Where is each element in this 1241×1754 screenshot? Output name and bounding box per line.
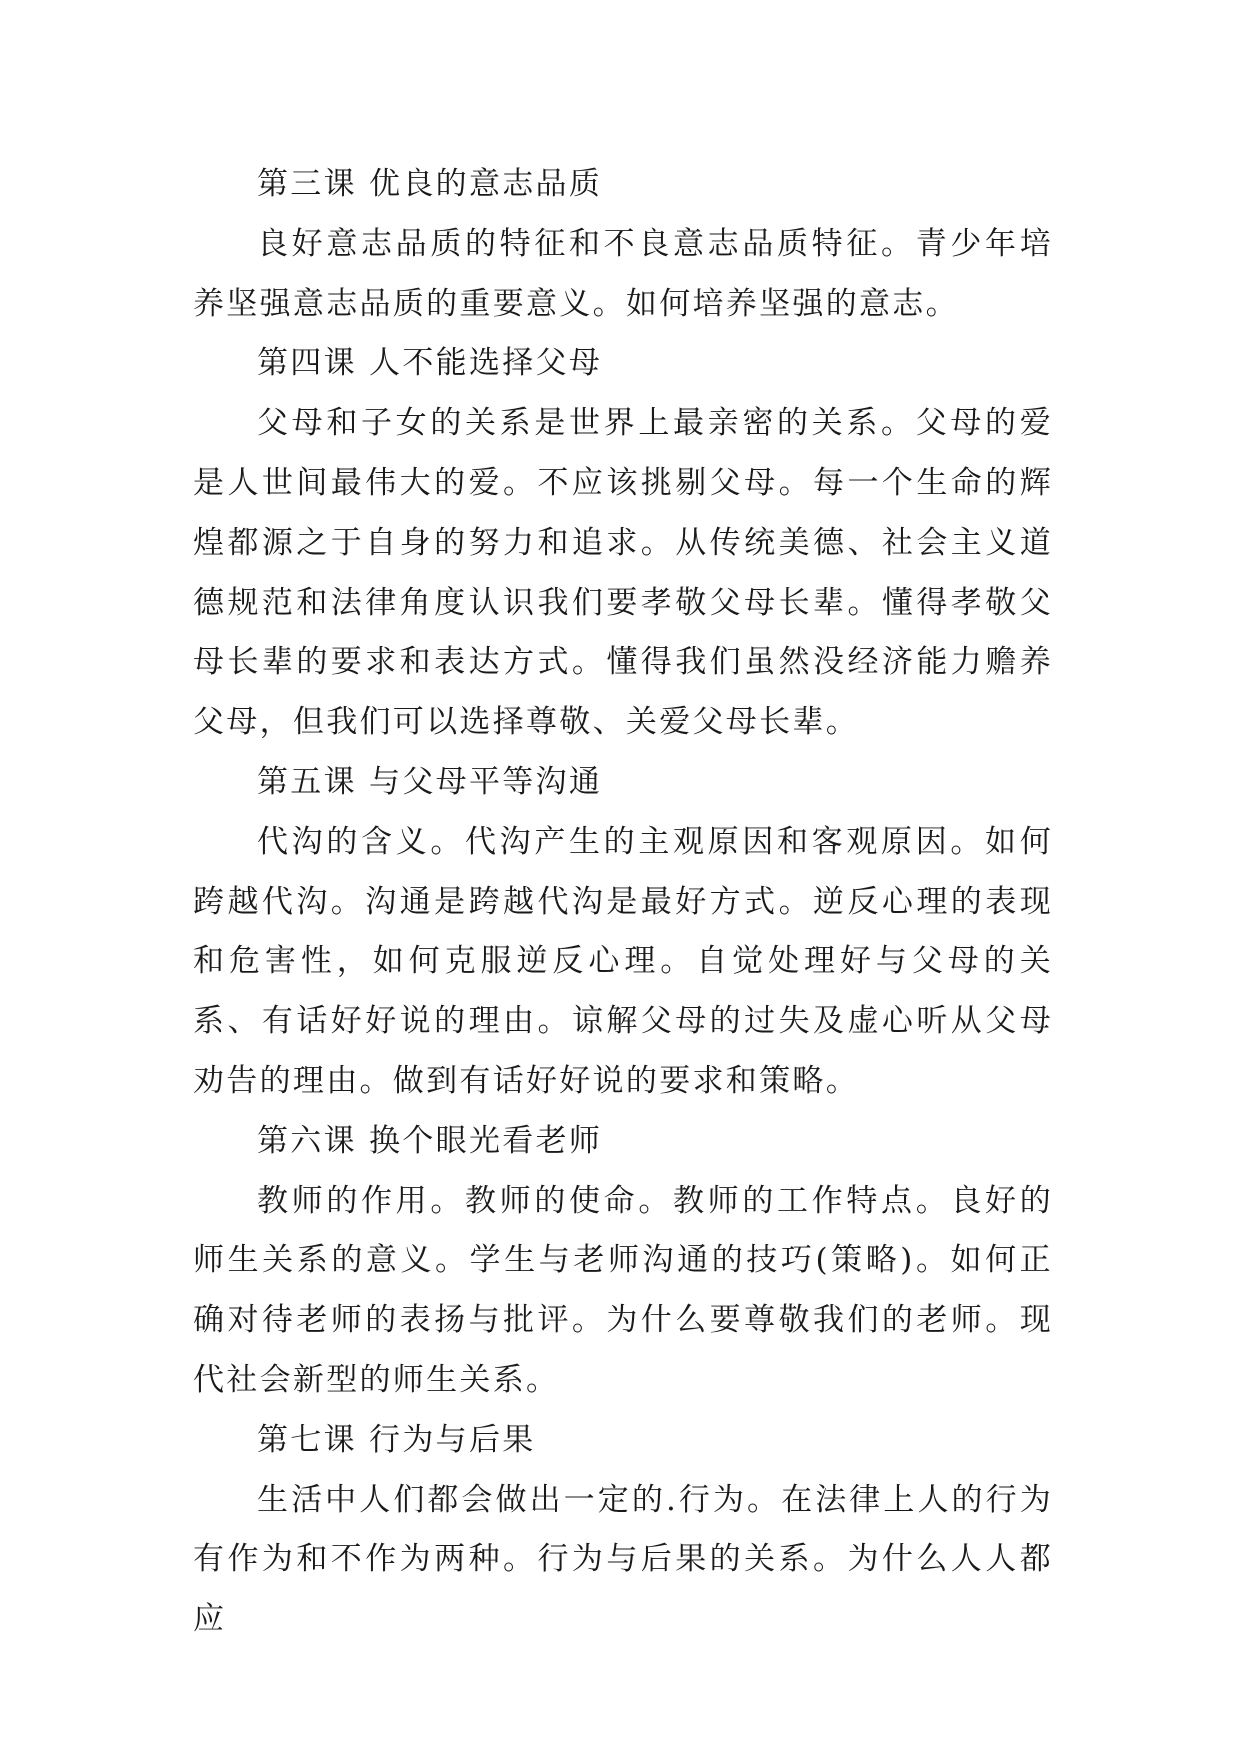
lesson-4-heading: 第四课 人不能选择父母: [257, 345, 603, 382]
lesson-3-heading: 第三课 优良的意志品质: [257, 166, 603, 202]
lesson-5-heading: 第五课 与父母平等沟通: [257, 763, 603, 800]
lesson-7-heading: 第七课 行为与后果: [257, 1421, 536, 1458]
document-body: [193, 155, 1053, 1650]
lesson-6-heading: 第六课 换个眼光看老师: [257, 1122, 603, 1159]
lesson-4-body: 父母和子女的关系是世界上最亲密的关系。父母的爱是人世间最伟大的爱。不应该挑剔父母。每一个生命的辉煌都源之于自身的努力和追求。从传统美德、社会主义道德规范和法律角度认识我们要孝敬父母长辈。懂得孝敬父母长辈的要求和表达方式。懂得我们虽然没经济能力赡养父母，但我们可以选择尊敬、关爱父母长辈。: [193, 405, 1053, 741]
lesson-6-body: 教师的作用。教师的使命。教师的工作特点。良好的师生关系的意义。学生与老师沟通的技巧(策略)。如何正确对待老师的表扬与批评。为什么要尊敬我们的老师。现代社会新型的师生关系。: [193, 1182, 1053, 1398]
lesson-5-body: 代沟的含义。代沟产生的主观原因和客观原因。如何跨越代沟。沟通是跨越代沟是最好方式。逆反心理的表现和危害性，如何克服逆反心理。自觉处理好与父母的关系、有话好好说的理由。谅解父母的过失及虚心听从父母劝告的理由。做到有话好好说的要求和策略。: [193, 823, 1053, 1099]
lesson-7-body: 生活中人们都会做出一定的.行为。在法律上人的行为有作为和不作为两种。行为与后果的关系。为什么人人都应: [193, 1481, 1053, 1638]
lesson-3-body: 良好意志品质的特征和不良意志品质特征。青少年培养坚强意志品质的重要意义。如何培养坚强的意志。: [193, 225, 1053, 322]
